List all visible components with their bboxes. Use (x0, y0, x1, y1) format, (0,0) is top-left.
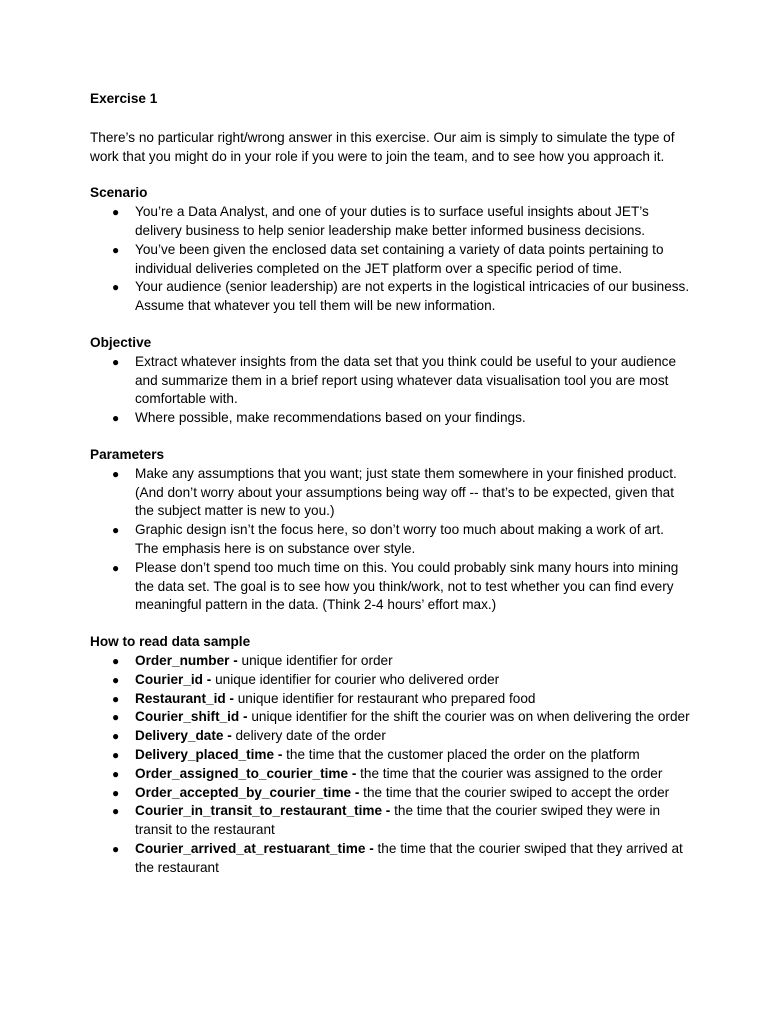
list-item-text: Extract whatever insights from the data set that you think could be useful to your audience and summarize them in a brief report using whatever data visualisation tool you are most comfortable with. (135, 353, 677, 407)
bullet-icon: ● (112, 691, 120, 706)
list-item (90, 465, 690, 521)
intro-paragraph: There’s no particular right/wrong answer in this exercise. Our aim is simply to simulate the type of work that you might do in your role if you were to join the team, and to see how you approach it. (90, 129, 675, 164)
field-description: unique identifier for the shift the courier was on when delivering the order (247, 709, 690, 725)
bullet-icon: ● (112, 785, 120, 800)
list-item-text: Your audience (senior leadership) are not experts in the logistical intricacies of our business. Assume that whatever you tell them will be new information. (135, 279, 690, 314)
bullet-icon: ● (112, 841, 120, 856)
field-description: the time that the courier swiped to accept the order (359, 784, 670, 800)
field-definition (90, 671, 690, 690)
list-item (90, 353, 690, 409)
list-item (90, 521, 690, 559)
field-definition (90, 652, 690, 671)
document-page (90, 90, 690, 877)
field-definition (90, 765, 690, 784)
field-description: the time that the courier swiped that they arrived at the restaurant (135, 840, 683, 875)
list-item-text: Please don’t spend too much time on this. You could probably sink many hours into mining the data set. The goal is to see how you think/work, not to test whether you can find every meaningful pattern in the data. (Think 2-4 hours’ effort max.) (135, 559, 679, 613)
list-item-text: Where possible, make recommendations based on your findings. (135, 410, 526, 426)
field-description: the time that the courier swiped they were in transit to the restaurant (135, 803, 661, 838)
bullet-icon: ● (112, 747, 120, 762)
data-sample-heading: How to read data sample (90, 634, 251, 650)
objective-list (90, 353, 690, 428)
field-description: delivery date of the order (231, 728, 386, 744)
field-name: Order_accepted_by_courier_time - (135, 784, 360, 800)
list-item (90, 241, 690, 279)
field-name: Delivery_date - (135, 728, 232, 744)
field-description: unique identifier for order (237, 652, 393, 668)
field-name: Courier_id - (135, 671, 212, 687)
field-definition (90, 708, 690, 727)
bullet-icon: ● (112, 672, 120, 687)
list-item-text: You’re a Data Analyst, and one of your duties is to surface useful insights about JET’s delivery business to help senior leadership make better informed business decisions. (135, 204, 649, 238)
field-definition (90, 690, 690, 709)
list-item (90, 409, 690, 428)
field-description: the time that the courier was assigned to the order (356, 765, 663, 781)
list-item-text: Graphic design isn’t the focus here, so don’t worry too much about making a work of art. The emphasis here is on substance over style. (135, 522, 664, 556)
list-item (90, 278, 690, 316)
bullet-icon: ● (112, 354, 120, 369)
bullet-icon: ● (112, 804, 120, 819)
objective-heading: Objective (90, 334, 152, 350)
field-name: Order_number - (135, 652, 238, 668)
list-item (90, 559, 690, 615)
field-description: the time that the customer placed the order on the platform (282, 746, 640, 762)
field-description: unique identifier for restaurant who prepared food (233, 690, 536, 706)
bullet-icon: ● (112, 523, 120, 538)
field-definition (90, 802, 690, 840)
bullet-icon: ● (112, 242, 120, 257)
field-name: Courier_shift_id - (135, 709, 248, 725)
field-definition (90, 727, 690, 746)
field-name: Courier_in_transit_to_restaurant_time - (135, 803, 391, 819)
bullet-icon: ● (112, 729, 120, 744)
bullet-icon: ● (112, 653, 120, 668)
field-definition (90, 746, 690, 765)
field-name: Delivery_placed_time - (135, 746, 283, 762)
bullet-icon: ● (112, 766, 120, 781)
bullet-icon: ● (112, 411, 120, 426)
parameters-list (90, 465, 690, 615)
parameters-heading: Parameters (90, 446, 165, 462)
field-name: Courier_arrived_at_restuarant_time - (135, 840, 374, 856)
page-title: Exercise 1 (90, 91, 158, 106)
list-item (90, 203, 690, 241)
scenario-list (90, 203, 690, 316)
list-item-text: Make any assumptions that you want; just state them somewhere in your finished product. (And don’t worry about your assumptions being way off -- that’s to be expected, given that the subject matter is new to you.) (135, 465, 677, 519)
list-item-text: You’ve been given the enclosed data set containing a variety of data points pertaining to individual deliveries completed on the JET platform over a specific period of time. (135, 241, 664, 276)
field-definition (90, 784, 690, 803)
field-name: Order_assigned_to_courier_time - (135, 765, 357, 781)
field-name: Restaurant_id - (135, 690, 234, 706)
bullet-icon: ● (112, 280, 120, 295)
bullet-icon: ● (112, 205, 120, 220)
field-definition (90, 840, 690, 878)
bullet-icon: ● (112, 466, 120, 481)
bullet-icon: ● (112, 710, 120, 725)
scenario-heading: Scenario (90, 185, 148, 201)
bullet-icon: ● (112, 560, 120, 575)
data-sample-list (90, 652, 690, 878)
field-description: unique identifier for courier who delivered order (211, 671, 500, 687)
